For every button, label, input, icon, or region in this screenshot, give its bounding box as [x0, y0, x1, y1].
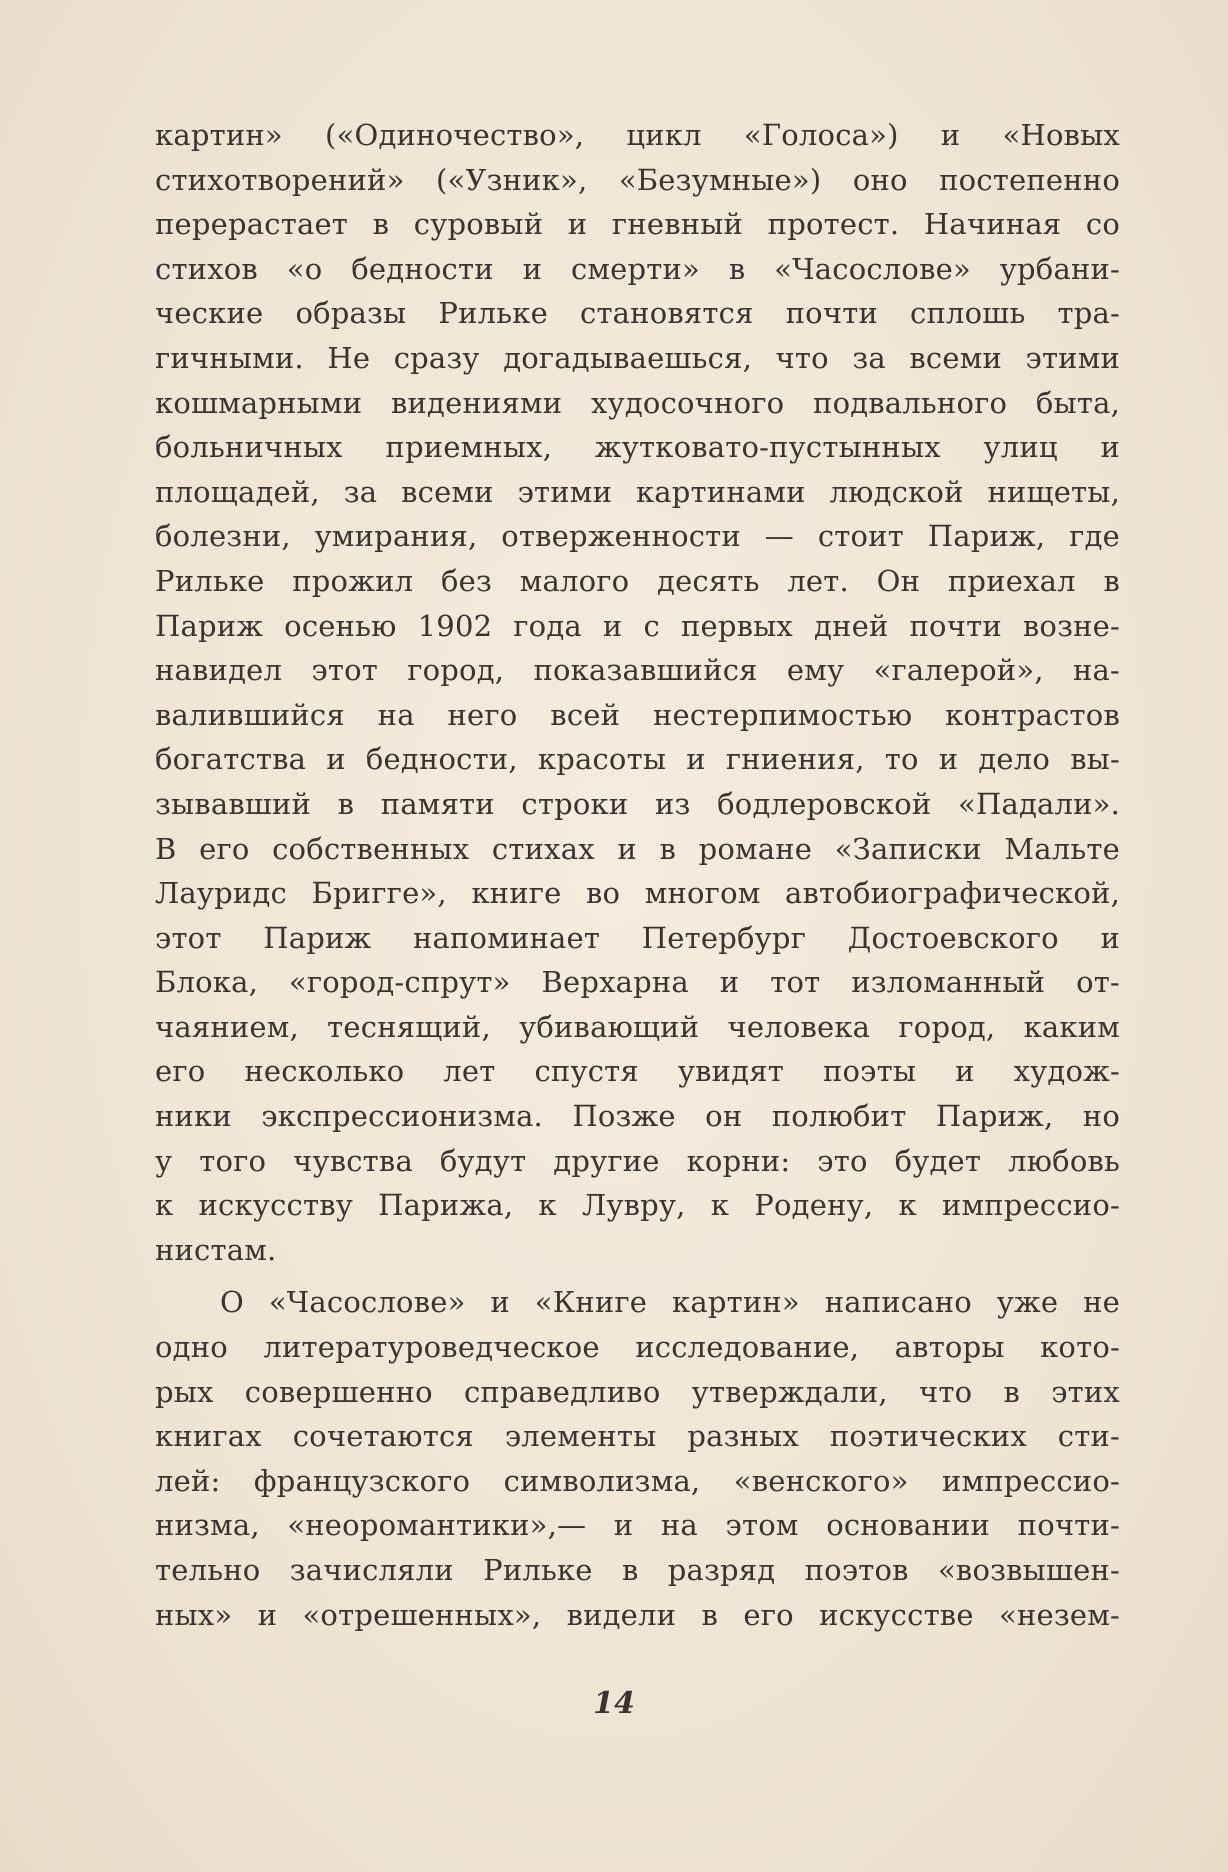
text-line: ных» и «отрешенных», видели в его искусстве «незем-: [155, 1597, 1120, 1632]
text-line: перерастает в суровый и гневный протест. Начиная со: [155, 207, 1120, 242]
text-line: В его собственных стихах и в романе «Записки Мальте: [155, 831, 1120, 866]
text-line: чаянием, теснящий, убивающий человека город, каким: [155, 1009, 1120, 1044]
text-line: больничных приемных, жутковато-пустынных улиц и: [155, 430, 1120, 465]
text-line: у того чувства будут другие корни: это будет любовь: [155, 1143, 1120, 1178]
text-line: Париж осенью 1902 года и с первых дней почти возне-: [155, 608, 1120, 643]
text-line: Лауридс Бригге», книге во многом автобиографической,: [155, 876, 1120, 911]
text-line: богатства и бедности, красоты и гниения, то и дело вы-: [155, 742, 1120, 777]
text-line: ческие образы Рильке становятся почти сплошь тра-: [155, 296, 1120, 331]
text-line: рых совершенно справедливо утверждали, что в этих: [155, 1374, 1120, 1409]
text-line: гичными. Не сразу догадываешься, что за всеми этими: [155, 340, 1120, 375]
text-line: О «Часослове» и «Книге картин» написано уже не: [220, 1285, 1120, 1320]
text-line: нистам.: [155, 1232, 277, 1267]
page-body-text: [155, 113, 1120, 1637]
text-line: стихов «о бедности и смерти» в «Часослове» урбани-: [155, 251, 1120, 286]
page-number: 14: [593, 1686, 635, 1721]
text-line: к искусству Парижа, к Лувру, к Родену, к импрессио-: [155, 1188, 1120, 1223]
text-line: низма, «неоромантики»,— и на этом основании почти-: [155, 1508, 1120, 1543]
text-line: площадей, за всеми этими картинами людской нищеты,: [155, 474, 1120, 509]
text-line: навидел этот город, показавшийся ему «галерой», на-: [155, 653, 1120, 688]
text-line: Рильке прожил без малого десять лет. Он приехал в: [155, 563, 1120, 598]
text-line: лей: французского символизма, «венского» импрессио-: [155, 1463, 1120, 1498]
text-line: валившийся на него всей нестерпимостью контрастов: [155, 697, 1120, 732]
text-line: этот Париж напоминает Петербург Достоевского и: [155, 920, 1120, 955]
text-line: одно литературоведческое исследование, авторы кото-: [155, 1330, 1120, 1365]
text-line: зывавший в памяти строки из бодлеровской «Падали».: [155, 786, 1120, 821]
text-line: его несколько лет спустя увидят поэты и худож-: [155, 1054, 1120, 1089]
text-line: картин» («Одиночество», цикл «Голоса») и «Новых: [155, 118, 1120, 152]
paragraph-gap: [155, 1272, 1120, 1280]
text-line: Блока, «город-спрут» Верхарна и тот изломанный от-: [155, 965, 1120, 1000]
text-line: ники экспрессионизма. Позже он полюбит Париж, но: [155, 1099, 1120, 1134]
text-line: стихотворений» («Узник», «Безумные») оно постепенно: [155, 162, 1120, 197]
text-line: болезни, умирания, отверженности — стоит Париж, где: [155, 519, 1120, 554]
text-line: книгах сочетаются элементы разных поэтических сти-: [155, 1419, 1120, 1454]
text-line: кошмарными видениями худосочного подвального быта,: [155, 385, 1120, 420]
text-line: тельно зачисляли Рильке в разряд поэтов «возвышен-: [155, 1553, 1120, 1587]
